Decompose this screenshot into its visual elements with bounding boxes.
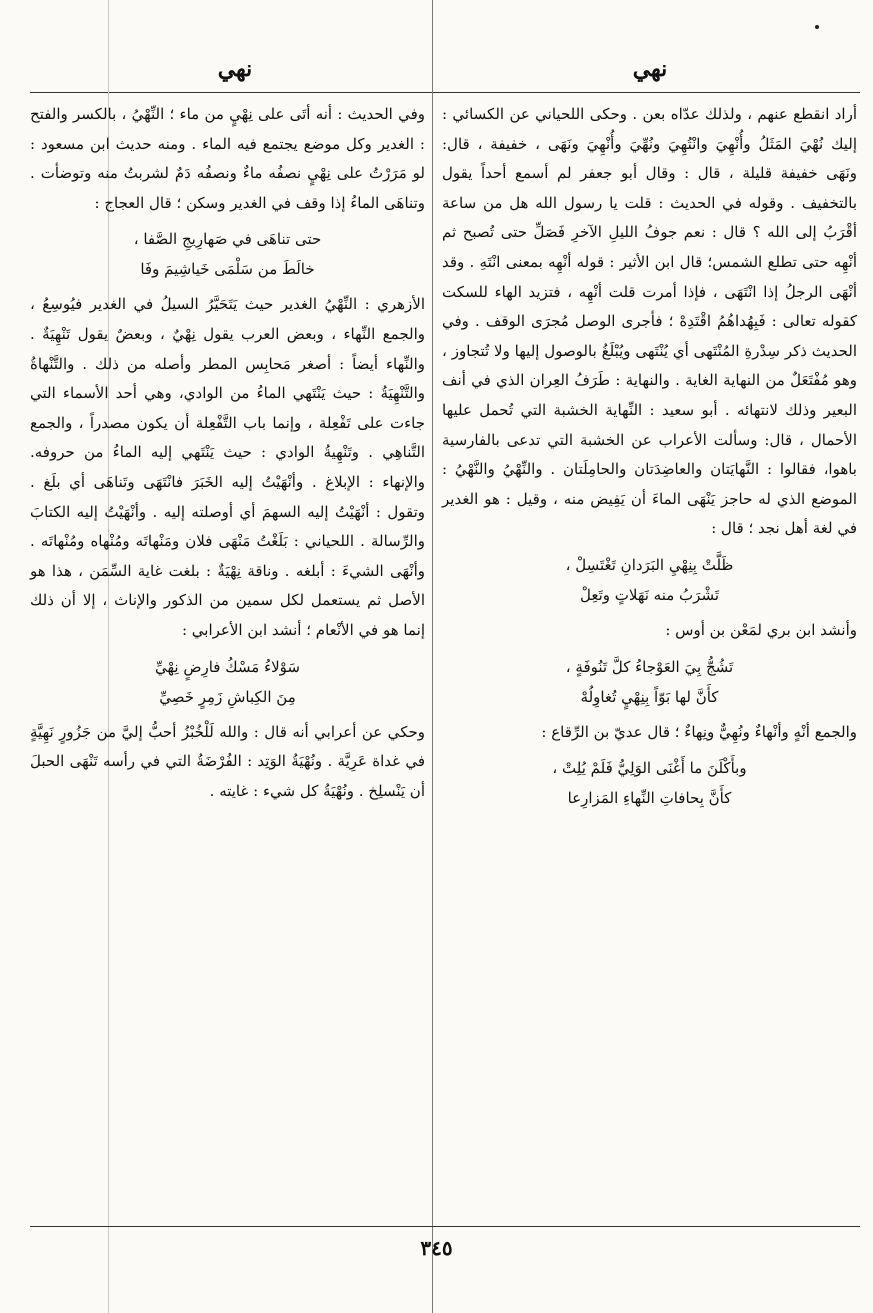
bottom-rule — [30, 1226, 860, 1227]
verse-line: كأَنَّ بِحافاتِ النِّهاءِ المَزارِعا — [567, 789, 732, 808]
verse-line: ظَلَّتْ بِنِهْيِ البَرَدانِ تَغْتَسِلْ ، — [565, 555, 734, 574]
right-paragraph-2: وأنشد ابن بري لمَعْن بن أوس : — [665, 620, 857, 639]
right-verse-1 — [442, 550, 857, 610]
left-paragraph-3: وحكي عن أعرابي أنه قال : والله لَلْخُبْزُ أحبُّ إليَّ من جَزُورٍ نَهِيَّةٍ في غداة عَرِيَّة . ونُهْيَةُ الوَتِد : الفُرْضَةُ التي في رأسه تَنْهَى الحبلَ أن يَنْسلِخ . ونُهْيَةُ كل شيء : غايته . — [30, 722, 425, 800]
left-verse-2 — [30, 652, 425, 712]
page-number: ٣٤٥ — [420, 1236, 453, 1260]
right-verse-2 — [442, 652, 857, 712]
verse-line: تَشْرَبُ منه نَهَلاتٍ وتَعِلْ — [579, 585, 720, 604]
verse-line: مِنَ الكِباشِ زَمِرٍ خَصِيِّ — [159, 687, 296, 706]
headword-right: نهي — [632, 56, 668, 82]
headword-left: نهي — [217, 56, 253, 82]
top-rule — [30, 92, 860, 93]
right-column — [442, 100, 857, 819]
right-paragraph-1: أراد انقطع عنهم ، ولذلك عدّاه بعن . وحكى اللحياني عن الكسائي : إليك نُهْيَ المَثَلُ وأُنْهِيَ وانْتُهِيَ ونُهِّيَ وأُنْهِيَ ونَهَى ، خفيفة ، قال: ونَهَى خفيفة قليلة ، قال : وقال أبو جعفر لم أسمع أحداً يقول بالتخفيف . وقوله في الحديث : قلت يا رسول الله هل من ساعة أقْرَبُ إلى الله ؟ قال : نعم جوفُ الليلِ الآخرِ فَصَلِّ حتى تُصبح ثم أنْهِه حتى تطلع الشمس؛ قال ابن الأثير : قوله أنْهِه بمعنى انْتَهِ . وقد أنْهَى الرجلُ إذا انْتَهَى ، فإذا أمرت قلت أنْهِه ، فتزيد الهاء للسكت كقوله تعالى : فَبِهُداهُمُ اقْتَدِهْ ؛ فأجرى الوصل مُجرَى الوقف . وفي الحديث ذكر سِدْرةِ المُنْتَهى أي يُنْتَهى ويُبْلَغُ بالوصول إليها ولا تُتجاوز ، وهو مُفْتَعَلٌ من النهاية الغاية . والنهاية : طَرَفُ العِران الذي في أنف البعير وذلك لانتهائه . أبو سعيد : النِّهاية الخشبة التي تُحمل عليها الأحمال ، قال: وسألت الأعراب عن الخشبة التي تدعى بالفارسية باهوا، فقالوا : النَّهايَتان والعاضِدَتان والحامِلَتان . والنِّهْيُ والنَّهْيُ : الموضع الذي له حاجز يَنْهَى الماءَ أن يَفِيض منه ، وقيل : هو الغدير في لغة أهل نجد ؛ قال : — [442, 105, 857, 538]
verse-line: كأَنَّ لها بَوّاً بِنِهْيٍ تُغاوِلُهْ — [580, 687, 719, 706]
left-paragraph-2: الأزهري : النِّهْيُ الغدير حيث يَتَحَيَّرُ السيلُ في الغدير فيُوسِعُ ، والجمع النِّهاء ، وبعض العرب يقول نِهْيٌ ، وبعضٌ يقول تَنْهِيَةٌ . والنِّهاء أيضاً : أصغر مَحابِس المطر وأصله من ذلك . والتَّنْهاةُ والتَّنْهِيَةُ : حيث يَنْتَهي الماءُ من الوادي، وهي أحد الأسماء التي جاءت على تَفْعِلة ، وإنما باب التَّفْعِلة أن يكون مصدراً ، والجمع التَّناهِي . وتَنْهِيةُ الوادي : حيث يَنْتَهي إليه الماءُ من حروفه. والإنهاء : الإبلاغ . وأنْهَيْتُ إليه الخَبَرَ فانْتَهَى وتَناهَى أي بلَغ . وتقول : أنْهَيْتُ إليه السهمَ أي أوصلته إليه . وأنْهَيْتُ إليه الكتابَ والرِّسالة . اللحياني : بَلَغْتُ مَنْهَى فلان ومَنْهاتَه ومُنْهاه ومُنْهاتَه . وأنْهَى الشيءَ : أبلغه . وناقة نِهْيَةٌ : بلغت غاية السِّمَن ، هذا هو الأصل ثم يستعمل لكل سمين من الذكور والإناث ، إلا أن ذلك إنما هو في الأنْعام ؛ أنشد ابن الأعرابي : — [30, 295, 425, 639]
verse-line: حتى تناهَى في صَهارِيجِ الصَّفا ، — [133, 230, 322, 249]
column-divider — [432, 0, 433, 1313]
left-verse-1 — [30, 224, 425, 284]
left-column — [30, 100, 425, 806]
right-paragraph-3: والجمع أنْهٍ وأنْهاءٌ ونُهِيٌّ ونِهاءٌ ؛ قال عديّ بن الرِّقاع : — [541, 722, 857, 741]
left-paragraph-1: وفي الحديث : أنه أتَى على نِهْيٍ من ماء ؛ النِّهْيُ ، بالكسر والفتح : الغدير وكل موضع يجتمع فيه الماء . ومنه حديث ابن مسعود : لو مَرَرْتُ على نِهْيٍ نصفُه ماءٌ ونصفُه دَمٌ لشربتُ منه وتوضأت . وتناهَى الماءُ إذا وقف في الغدير وسكن ؛ قال العجاج : — [30, 105, 425, 212]
ink-dot — [815, 25, 819, 29]
verse-line: سَوْلاءُ مَسْكُ فارِضٍ نِهْيِّ — [155, 657, 300, 676]
verse-line: وبأَكْلَنَ ما أَغْنَى الوَلِيُّ فَلَمْ يُلِتْ ، — [552, 759, 747, 778]
verse-line: تَشُجُّ بِيَ العَوْجاءُ كلَّ تَنُوفَةٍ ، — [565, 657, 734, 676]
right-verse-3 — [442, 753, 857, 813]
verse-line: خالَطَ من سَلْمَى خَياشِيمَ وفَا — [140, 260, 315, 279]
